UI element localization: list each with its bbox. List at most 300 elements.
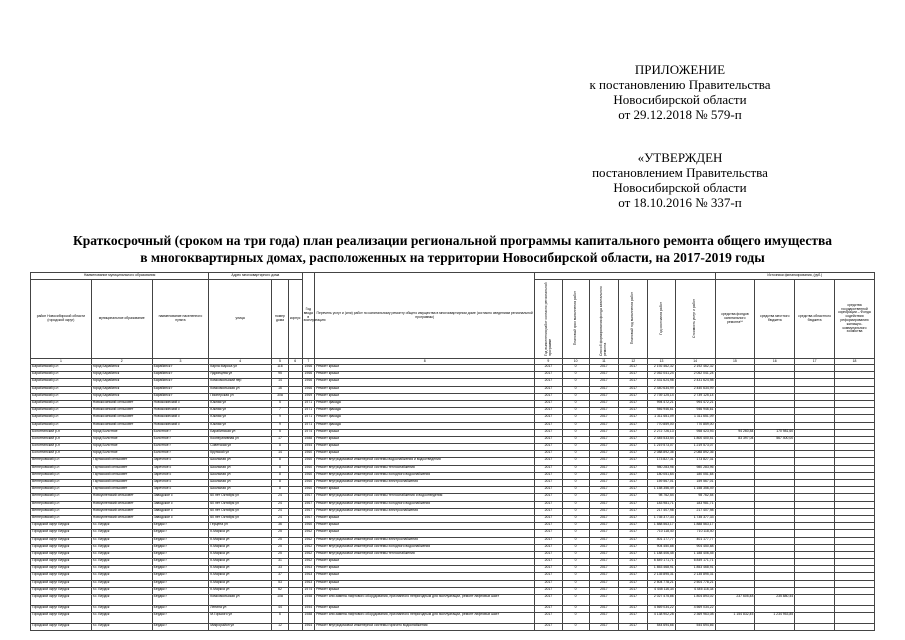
column-header-1: район Новосибирской области (городской округ): [31, 280, 92, 359]
table-cell: 4 445 116,34: [675, 587, 715, 594]
table-cell: Городской округ Бердск: [31, 537, 92, 544]
table-cell: 2017: [619, 501, 648, 508]
column-number-3: 3: [152, 359, 209, 365]
table-cell: [835, 613, 875, 624]
table-cell: [715, 415, 755, 422]
table-cell: 2017: [589, 365, 618, 372]
table-cell: 1967: [302, 494, 315, 501]
table-cell: 180 051,64: [675, 472, 715, 479]
table-cell: Ремонт крыши: [315, 587, 535, 594]
table-cell: Бердск г: [152, 551, 209, 558]
table-cell: 2017: [589, 386, 618, 393]
table-cell: [715, 566, 755, 573]
table-cell: [835, 624, 875, 631]
table-cell: Комсомольская ул: [209, 595, 272, 606]
table-cell: Венгеровский р-н: [31, 487, 92, 494]
table-cell: Ремонт внутридомовой инженерной системы теплоснабжения: [315, 551, 535, 558]
table-cell: 62: [272, 587, 289, 594]
table-cell: 2017: [535, 530, 562, 537]
table-cell: 1988: [302, 436, 315, 443]
table-cell: 0: [562, 451, 589, 458]
table-cell: Карла Маркса ул: [209, 365, 272, 372]
table-cell: Школьная ул: [209, 480, 272, 487]
table-cell: 1988: [302, 613, 315, 624]
table-cell: 8: [272, 480, 289, 487]
table-cell: Болотное г: [152, 436, 209, 443]
table-cell: [715, 465, 755, 472]
table-cell: Венгеровский р-н: [31, 508, 92, 515]
table-cell: 2017: [589, 415, 618, 422]
column-header-5: номер дома: [272, 280, 289, 359]
table-cell: 2 504 778,21: [675, 580, 715, 587]
table-cell: 0: [562, 465, 589, 472]
group-header-municipality: Наименование муниципального образования: [31, 273, 209, 280]
table-cell: 53: [272, 580, 289, 587]
table-cell: 1971: [302, 422, 315, 429]
table-cell: [835, 386, 875, 393]
table-cell: г.о. Бердск: [91, 573, 152, 580]
table-cell: 1963: [302, 580, 315, 587]
column-header-10: Плановый срок выполнения работ: [562, 280, 589, 359]
table-cell: [795, 365, 835, 372]
table-cell: [755, 501, 795, 508]
table-cell: 2017: [619, 606, 648, 613]
table-cell: [288, 372, 302, 379]
group-header-year: Год ввода в эксплуатацию: [302, 273, 315, 359]
table-cell: 2017: [589, 613, 618, 624]
table-cell: 2 052 041,24: [648, 372, 675, 379]
table-cell: Крупской ул: [209, 451, 272, 458]
table-cell: [835, 472, 875, 479]
table-cell: 2017: [535, 523, 562, 530]
table-cell: 1966: [302, 379, 315, 386]
table-cell: Бердск г: [152, 537, 209, 544]
table-cell: 2017: [589, 501, 618, 508]
table-cell: Городской округ Бердск: [31, 566, 92, 573]
table-cell: Ремонт крыши: [315, 580, 535, 587]
table-cell: 0: [562, 606, 589, 613]
table-cell: [288, 530, 302, 537]
approved-title: «УТВЕРЖДЕН: [637, 150, 723, 165]
table-cell: 31: [272, 559, 289, 566]
table-cell: [795, 429, 835, 436]
table-cell: 1966: [302, 372, 315, 379]
table-cell: [755, 400, 795, 407]
table-cell: Ремонт внутридомовой инженерной системы горячего водоснабжения: [315, 624, 535, 631]
table-cell: 0: [562, 400, 589, 407]
table-cell: 4 138 902,28: [648, 613, 675, 624]
table-cell: Новокозинский с: [152, 400, 209, 407]
table-cell: [795, 379, 835, 386]
table-cell: [288, 458, 302, 465]
table-cell: [795, 408, 835, 415]
table-cell: 2 135 895,31: [648, 573, 675, 580]
table-row: [31, 624, 875, 631]
table-cell: 180 051,64: [648, 472, 675, 479]
table-cell: 2017: [619, 379, 648, 386]
table-cell: 2 440 634,99: [648, 386, 675, 393]
table-cell: Барабинск г: [152, 372, 209, 379]
table-cell: 2017: [589, 393, 618, 400]
table-cell: 0: [562, 537, 589, 544]
table-cell: город Болотное: [91, 429, 152, 436]
table-cell: 0: [562, 494, 589, 501]
table-cell: 0: [562, 559, 589, 566]
table-cell: [288, 487, 302, 494]
column-number-17: 17: [795, 359, 835, 365]
table-cell: 2017: [619, 523, 648, 530]
table-cell: Городской округ Бердск: [31, 613, 92, 624]
table-cell: г.о. Бердск: [91, 551, 152, 558]
table-cell: 2017: [535, 587, 562, 594]
table-cell: 0: [562, 530, 589, 537]
table-cell: [755, 624, 795, 631]
table-cell: 4 569 034,22: [675, 606, 715, 613]
table-cell: 2017: [589, 573, 618, 580]
table-cell: 2017: [589, 372, 618, 379]
table-cell: Венгеровский р-н: [31, 480, 92, 487]
appendix-line-2: Новосибирской области: [613, 92, 747, 107]
table-cell: [288, 408, 302, 415]
table-cell: Южная ул: [209, 422, 272, 429]
table-cell: Городской округ Бердск: [31, 606, 92, 613]
table-cell: 25: [272, 544, 289, 551]
table-cell: 0: [562, 415, 589, 422]
table-cell: [715, 537, 755, 544]
table-cell: Барабинский р-н: [31, 386, 92, 393]
table-cell: 2017: [535, 458, 562, 465]
table-cell: 2017: [535, 606, 562, 613]
table-cell: 0: [562, 580, 589, 587]
table-cell: Ремонт крыши: [315, 451, 535, 458]
table-cell: 8: [272, 472, 289, 479]
table-cell: Новокозинский с: [152, 408, 209, 415]
approved-line-1: постановлением Правительства: [592, 165, 768, 180]
table-cell: 2017: [535, 415, 562, 422]
table-cell: Ремонт крыши: [315, 444, 535, 451]
table-cell: 2017: [619, 451, 648, 458]
table-cell: Ремонт крыши: [315, 530, 535, 537]
table-cell: Ремонт внутридомовой инженерной системы теплоснабжения: [315, 465, 535, 472]
table-cell: 1963: [302, 573, 315, 580]
table-cell: [288, 544, 302, 551]
table-cell: [835, 372, 875, 379]
table-cell: 237 605,48: [715, 595, 755, 606]
table-cell: 2 272 726,13: [648, 429, 675, 436]
table-cell: Ремонт крыши: [315, 429, 535, 436]
table-cell: [835, 487, 875, 494]
table-cell: [835, 422, 875, 429]
table-cell: Барабинск г: [152, 386, 209, 393]
table-cell: 2017: [535, 559, 562, 566]
table-cell: 2017: [589, 559, 618, 566]
table-cell: Городской округ Бердск: [31, 530, 92, 537]
table-cell: 2017: [619, 465, 648, 472]
table-cell: 710 118,40: [675, 530, 715, 537]
document-title-line-2: в многоквартирных домах, расположенных на территории Новосибирской области, на 2017-2019 годы: [140, 250, 765, 265]
table-cell: 980 283,96: [675, 465, 715, 472]
table-cell: [288, 595, 302, 606]
table-cell: Ядринцева ул: [209, 372, 272, 379]
table-cell: 6 849 171,71: [648, 559, 675, 566]
table-cell: [755, 365, 795, 372]
table-cell: Венгеровский р-н: [31, 515, 92, 522]
table-cell: [288, 422, 302, 429]
table-cell: 4 445 116,34: [648, 587, 675, 594]
table-cell: 2 739 125,14: [675, 393, 715, 400]
table-cell: город Барабинск: [91, 372, 152, 379]
table-cell: [755, 393, 795, 400]
table-cell: Ремонт крыши: [315, 436, 535, 443]
table-cell: Школьная ул: [209, 465, 272, 472]
column-number-13: 13: [648, 359, 675, 365]
table-cell: 994 472,21: [648, 400, 675, 407]
table-cell: 2017: [619, 508, 648, 515]
table-cell: 0: [562, 386, 589, 393]
table-cell: [835, 444, 875, 451]
table-cell: Болотнинский р-н: [31, 451, 92, 458]
table-cell: 2017: [535, 551, 562, 558]
table-cell: [835, 436, 875, 443]
table-cell: [715, 494, 755, 501]
table-cell: [288, 613, 302, 624]
table-cell: М.Горького ул: [209, 613, 272, 624]
table-cell: 0: [562, 508, 589, 515]
table-cell: Болотнинский р-н: [31, 444, 92, 451]
table-cell: 2017: [589, 408, 618, 415]
table-cell: [835, 544, 875, 551]
table-cell: [288, 494, 302, 501]
table-cell: Комсомольский пер: [209, 379, 272, 386]
table-cell: [715, 365, 755, 372]
table-cell: 2017: [535, 501, 562, 508]
table-cell: 1 219 573,07: [648, 444, 675, 451]
table-cell: Заречное с: [152, 480, 209, 487]
table-cell: 0: [562, 365, 589, 372]
table-cell: 217 407,98: [675, 508, 715, 515]
table-cell: Герцена ул: [209, 523, 272, 530]
table-cell: Заречное с: [152, 458, 209, 465]
table-cell: Ремонт фасада: [315, 422, 535, 429]
table-cell: [755, 544, 795, 551]
column-number-16: 16: [755, 359, 795, 365]
table-cell: 2017: [589, 523, 618, 530]
table-cell: К.Маркса ул: [209, 566, 272, 573]
table-cell: Болотнинский р-н: [31, 429, 92, 436]
column-header-14: Стоимость услуг и работ: [675, 280, 715, 359]
approved-line-3: от 18.10.2016 № 337-п: [618, 195, 742, 210]
table-cell: город Болотное: [91, 444, 152, 451]
table-cell: [795, 515, 835, 522]
table-cell: 0: [562, 436, 589, 443]
table-cell: 2017: [619, 365, 648, 372]
table-cell: 2017: [619, 580, 648, 587]
table-cell: 2017: [535, 508, 562, 515]
table-cell: [755, 444, 795, 451]
table-cell: [795, 472, 835, 479]
table-cell: 1 158 356,49: [648, 487, 675, 494]
table-cell: [715, 523, 755, 530]
table-cell: Ремонт крыши: [315, 515, 535, 522]
table-cell: 2 369 963,08: [675, 613, 715, 624]
table-cell: [795, 372, 835, 379]
table-cell: [288, 444, 302, 451]
table-cell: 159 567,01: [648, 480, 675, 487]
table-cell: Южная ул: [209, 408, 272, 415]
table-cell: Барабинская ул: [209, 429, 272, 436]
table-cell: Барабинский р-н: [31, 408, 92, 415]
table-cell: К.Маркса ул: [209, 537, 272, 544]
table-cell: 2017: [589, 480, 618, 487]
table-cell: Болотнинский р-н: [31, 436, 92, 443]
table-cell: [715, 393, 755, 400]
column-header-18: средства государственной корпорации – Фонда содействия реформированию жилищно-коммунального хозяйства: [835, 280, 875, 359]
table-cell: 2017: [589, 624, 618, 631]
table-cell: Ремонт крыши: [315, 606, 535, 613]
table-cell: Венгеровский р-н: [31, 465, 92, 472]
table-cell: [835, 379, 875, 386]
table-cell: Барабинск г: [152, 393, 209, 400]
table-cell: Бердск г: [152, 573, 209, 580]
table-cell: К.Маркса ул: [209, 587, 272, 594]
table-cell: 2017: [535, 379, 562, 386]
table-cell: [795, 415, 835, 422]
table-cell: 2017: [535, 429, 562, 436]
table-cell: 2017: [535, 595, 562, 606]
column-header-16: средства местного бюджета: [755, 280, 795, 359]
table-cell: 2017: [619, 613, 648, 624]
table-cell: 30а: [272, 393, 289, 400]
table-cell: Венгеровский р-н: [31, 501, 92, 508]
table-cell: город Болотное: [91, 451, 152, 458]
table-cell: Городской округ Бердск: [31, 544, 92, 551]
table-cell: [288, 537, 302, 544]
table-cell: К.Маркса ул: [209, 551, 272, 558]
table-cell: Пионерская ул: [209, 393, 272, 400]
table-cell: Заводское с: [152, 508, 209, 515]
table-cell: 2017: [619, 587, 648, 594]
table-cell: [715, 379, 755, 386]
table-cell: 2017: [619, 415, 648, 422]
table-cell: [795, 422, 835, 429]
table-cell: 2017: [619, 537, 648, 544]
table-cell: 37: [272, 573, 289, 580]
table-cell: Городской округ Бердск: [31, 523, 92, 530]
table-cell: [755, 458, 795, 465]
table-cell: Ремонт внутридомовой инженерной системы холодного водоснабжения: [315, 472, 535, 479]
column-number-7: 7: [302, 359, 315, 365]
table-cell: г.о. Бердск: [91, 530, 152, 537]
table-cell: 1971: [302, 400, 315, 407]
table-cell: Ремонт фасада: [315, 408, 535, 415]
table-cell: 159 567,01: [675, 480, 715, 487]
table-cell: [795, 523, 835, 530]
table-cell: [715, 408, 755, 415]
table-cell: Болотное г: [152, 451, 209, 458]
table-cell: [835, 415, 875, 422]
table-cell: 2017: [535, 494, 562, 501]
table-cell: 2 440 634,99: [675, 386, 715, 393]
table-cell: [755, 566, 795, 573]
table-cell: 60 лет Октября ул: [209, 501, 272, 508]
table-cell: [715, 487, 755, 494]
table-cell: 1 234 953,85: [755, 613, 795, 624]
table-cell: 2 192 462,32: [675, 365, 715, 372]
table-cell: [835, 365, 875, 372]
table-cell: 1969: [302, 393, 315, 400]
column-header-13: Год окончания работ: [648, 280, 675, 359]
table-cell: 2017: [535, 472, 562, 479]
table-cell: 544 694,66: [648, 624, 675, 631]
table-cell: [835, 595, 875, 606]
table-cell: 183 981,71: [675, 501, 715, 508]
table-cell: Барабинск г: [152, 365, 209, 372]
table-cell: Ремонт или замена лифтового оборудования, признанного непригодным для эксплуатации, ремонт лифтовых шахт: [315, 613, 535, 624]
table-cell: 1960: [302, 487, 315, 494]
table-cell: город Болотное: [91, 436, 152, 443]
table-cell: 1 188 406,45: [675, 551, 715, 558]
table-cell: Микрорайон ул: [209, 624, 272, 631]
table-cell: 98 762,54: [675, 494, 715, 501]
column-number-5: 5: [272, 359, 289, 365]
table-cell: 2017: [589, 487, 618, 494]
table-cell: Школьная ул: [209, 458, 272, 465]
table-cell: [835, 458, 875, 465]
table-cell: 2017: [535, 515, 562, 522]
table-cell: 1 735 377,33: [648, 515, 675, 522]
table-cell: 1960: [302, 523, 315, 530]
table-cell: К.Маркса ул: [209, 573, 272, 580]
table-cell: [795, 530, 835, 537]
table-cell: [755, 530, 795, 537]
table-cell: 2 445 533,54: [648, 436, 675, 443]
table-cell: 2 088 892,36: [648, 451, 675, 458]
table-cell: 401 177,77: [648, 537, 675, 544]
table-cell: Ремонт внутридомовой инженерной системы холодного водоснабжения: [315, 501, 535, 508]
table-cell: 1 311 651,09: [648, 415, 675, 422]
table-cell: Городской округ Бердск: [31, 580, 92, 587]
table-cell: 2017: [535, 400, 562, 407]
table-cell: 0: [562, 472, 589, 479]
table-cell: [288, 415, 302, 422]
table-cell: 9: [272, 422, 289, 429]
table-cell: [715, 444, 755, 451]
table-cell: 24: [272, 494, 289, 501]
table-cell: 2017: [535, 537, 562, 544]
table-cell: Барабинский р-н: [31, 400, 92, 407]
table-cell: Бердск г: [152, 530, 209, 537]
table-cell: 33: [272, 566, 289, 573]
table-cell: [795, 508, 835, 515]
table-cell: Ремонт внутридомовой инженерной системы холодного водоснабжения: [315, 544, 535, 551]
document-title: [30, 232, 875, 266]
table-cell: 2017: [619, 408, 648, 415]
group-header-financing: Источники финансирования, (руб.): [715, 273, 874, 280]
table-cell: 0: [562, 515, 589, 522]
table-cell: 2017: [589, 537, 618, 544]
table-cell: 10а: [272, 595, 289, 606]
table-cell: [795, 393, 835, 400]
table-cell: Южная ул: [209, 400, 272, 407]
table-cell: г.о. Бердск: [91, 559, 152, 566]
table-cell: [795, 537, 835, 544]
table-cell: 2017: [535, 444, 562, 451]
table-cell: Советская ул: [209, 444, 272, 451]
column-header-2: муниципальное образование: [91, 280, 152, 359]
table-cell: 1 311 651,09: [675, 415, 715, 422]
column-number-11: 11: [589, 359, 618, 365]
table-cell: 16: [272, 386, 289, 393]
